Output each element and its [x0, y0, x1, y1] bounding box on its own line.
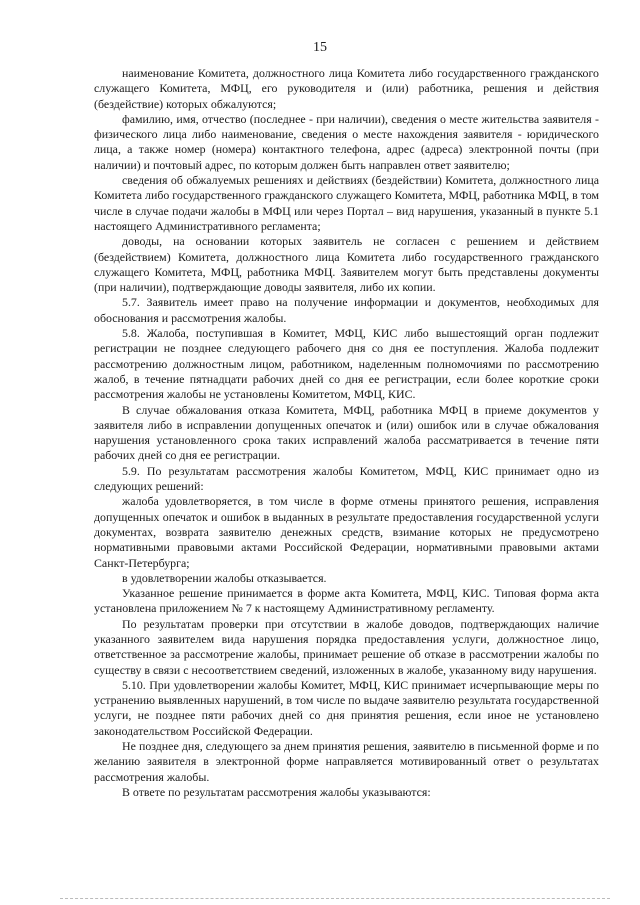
paragraph-reasoned-reply: Не позднее дня, следующего за днем принятия решения, заявителю в письменной форме и по желанию заявителя в электронной форме направляется мотивированный ответ о результатах рассмотрения жалобы.	[94, 739, 599, 784]
paragraph-refusal-to-consider: По результатам проверки при отсутствии в жалобе доводов, подтверждающих наличие указанного заявителем вида нарушения порядка предоставления услуги, должностное лицо, ответственное за рассмотрение жалобы, принимает решение об отказе в рассмотрении жалобы по существу в связи с несоответствием сведений, изложенных в жалобе, указанному виду нарушения.	[94, 616, 599, 677]
paragraph-5-7: 5.7. Заявитель имеет право на получение информации и документов, необходимых для обоснования и рассмотрения жалобы.	[94, 295, 599, 325]
body-text	[94, 66, 599, 800]
paragraph-decision-form: Указанное решение принимается в форме акта Комитета, МФЦ, КИС. Типовая форма акта установлена приложением № 7 к настоящему Административному регламенту.	[94, 586, 599, 616]
scan-bottom-edge	[60, 898, 610, 899]
page-number: 15	[313, 40, 327, 55]
paragraph-complaint-rejected: в удовлетворении жалобы отказывается.	[122, 570, 327, 585]
paragraph-reply-contents: В ответе по результатам рассмотрения жалобы указываются:	[122, 784, 431, 799]
paragraph-5-9: 5.9. По результатам рассмотрения жалобы Комитетом, МФЦ, КИС принимает одно из следующих решений:	[94, 463, 599, 494]
paragraph-refusal-appeal: В случае обжалования отказа Комитета, МФЦ, работника МФЦ в приеме документов у заявителя либо в исправлении допущенных опечаток и (или) ошибок или в случае обжалования нарушения установленного срока таких исправлений жалоба рассматривается в течение пяти рабочих дней со дня ее регистрации.	[94, 402, 599, 463]
paragraph-appealed-decisions: сведения об обжалуемых решениях и действиях (бездействии) Комитета, должностного лица Комитета либо государственного гражданского служащего Комитета, МФЦ, работника МФЦ, в том числе в случае подачи жалобы в МФЦ или через Портал – вид нарушения, указанный в пункте 5.1 настоящего Административного регламента;	[94, 173, 599, 233]
paragraph-complaint-satisfied: жалоба удовлетворяется, в том числе в форме отмены принятого решения, исправления допущенных опечаток и ошибок в выданных в результате предоставления государственной услуги документах, возврата заявителю денежных средств, взимание которых не предусмотрено нормативными правовыми актами Российской Федерации, нормативными правовыми актами Санкт-Петербурга;	[94, 494, 599, 570]
paragraph-applicant-details: фамилию, имя, отчество (последнее - при наличии), сведения о месте жительства заявителя - физического лица либо наименование, сведения о месте нахождения заявителя - юридического лица, а также номер (номера) контактного телефона, адрес (адреса) электронной почты (при наличии) и почтовый адрес, по которым должен быть направлен ответ заявителю;	[94, 111, 599, 172]
paragraph-5-8: 5.8. Жалоба, поступившая в Комитет, МФЦ, КИС либо вышестоящий орган подлежит регистрации не позднее следующего рабочего дня со дня ее поступления. Жалоба подлежит рассмотрению должностным лицом, работником, наделенным полномочиями по рассмотрению жалоб, в течение пятнадцати рабочих дней со дня ее регистрации, если более короткие сроки рассмотрения жалобы не установлены Комитетом, МФЦ, КИС.	[94, 326, 599, 402]
paragraph-arguments: доводы, на основании которых заявитель не согласен с решением и действием (бездействием) Комитета, должностного лица Комитета либо государственного гражданского служащего Комитета, МФЦ, работника МФЦ. Заявителем могут быть представлены документы (при наличии), подтверждающие доводы заявителя, либо их копии.	[94, 234, 599, 295]
paragraph-complaint-subject: наименование Комитета, должностного лица Комитета либо государственного гражданского служащего Комитета, МФЦ, его руководителя и (или) работника, решения и действия (бездействие) которых обжалуются;	[94, 66, 599, 111]
paragraph-5-10: 5.10. При удовлетворении жалобы Комитет, МФЦ, КИС принимает исчерпывающие меры по устранению выявленных нарушений, в том числе по выдаче заявителю результата государственной услуги, не позднее пяти рабочих дней со дня принятия решения, если иное не установлено законодательством Российской Федерации.	[94, 677, 599, 738]
